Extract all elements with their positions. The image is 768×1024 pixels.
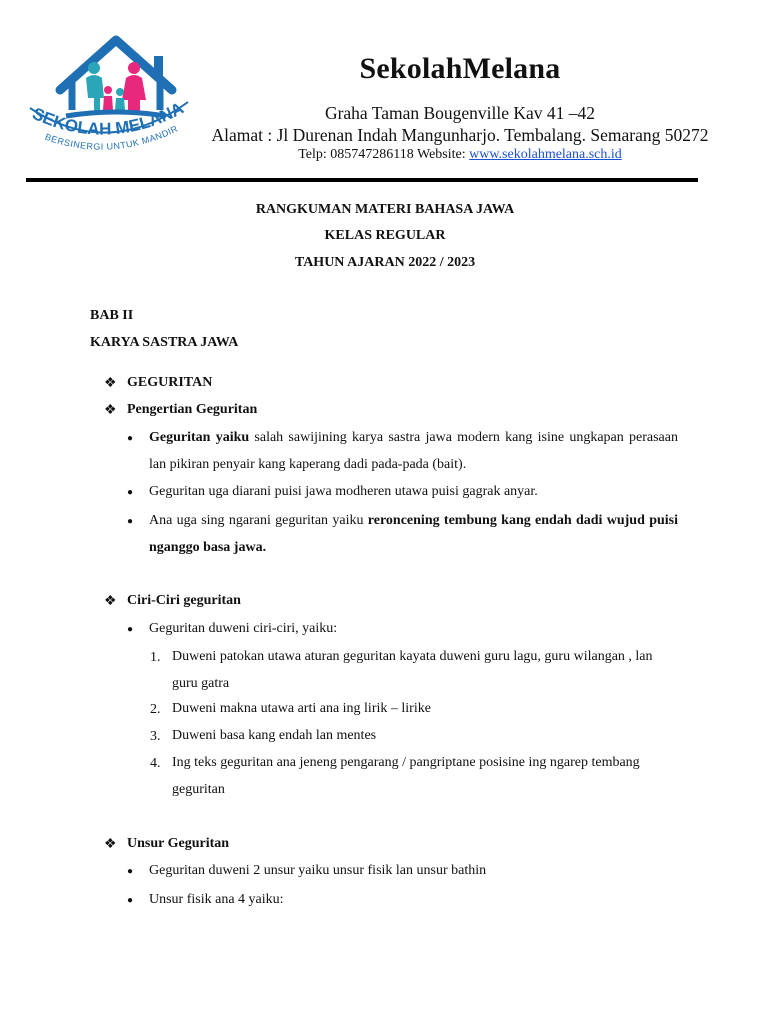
list-number: 3. [150,729,161,744]
ciri-item-2: Duweni makna utawa arti ana ing lirik – lirike [172,701,431,716]
bullet-icon: ● [127,433,134,444]
pengertian-term: Geguritan yaiku [149,430,250,445]
unsur-bullet-1: Geguritan duweni 2 unsur yaiku unsur fisik lan unsur bathin [149,863,487,878]
pengertian-b3-bold: reroncening tembung kang endah dadi wujud puisi nganggo basa jawa. [149,513,679,555]
pengertian-bullet-1 [149,424,678,478]
bullet-icon: ● [127,866,134,877]
pengertian-bullet-2: Geguritan uga diarani puisi jawa modheren utawa puisi gagrak anyar. [149,484,538,499]
logo-tagline: BERSINERGI UNTUK MANDIR [43,123,180,152]
contact-line [210,147,710,163]
diamond-bullet-icon: ❖ [104,594,117,609]
list-number: 2. [150,702,161,717]
website-link[interactable]: www.sekolahmelana.sch.id [469,147,622,162]
unsur-bullet-2: Unsur fisik ana 4 yaiku: [149,892,284,907]
diamond-bullet-icon: ❖ [104,837,117,852]
list-number: 1. [150,650,161,665]
list-number: 4. [150,756,161,771]
pengertian-def: salah sawijining karya sastra jawa modern kang isine ungkapan perasaan lan pikiran penyair kang kaperang dadi pada-pada (bait). [149,430,678,472]
header-divider [26,178,698,182]
address-line-2: Alamat : Jl Durenan Indah Mangunharjo. Tembalang. Semarang 50272 [211,125,709,145]
pengertian-bullet-3 [149,507,678,561]
ciri-item-3: Duweni basa kang endah lan mentes [172,728,377,743]
pengertian-b3-pre: Ana uga sing ngarani geguritan yaiku [149,513,368,528]
address-line-1: Graha Taman Bougenville Kav 41 –42 [324,103,596,123]
section-pengertian: Pengertian Geguritan [127,402,258,417]
bullet-icon: ● [127,516,134,527]
ciri-item-1: Duweni patokan utawa aturan geguritan kayata duweni guru lagu, guru wilangan , lan guru gatra [172,649,653,691]
logo-text: SEKOLAH MELANA [29,98,187,139]
diamond-bullet-icon: ❖ [104,376,117,391]
diamond-bullet-icon: ❖ [104,403,117,418]
section-geguritan: GEGURITAN [127,375,213,390]
school-name: SekolahMelana [359,52,561,85]
section-ciri: Ciri-Ciri geguritan [127,593,241,608]
contact-phone: Telp: 085747286118 Website: [298,147,470,162]
chapter-name: KARYA SASTRA JAWA [90,335,239,350]
section-unsur: Unsur Geguritan [127,836,230,851]
ciri-item-4: Ing teks geguritan ana jeneng pengarang / pangriptane posisine ing ngarep tembang geguritan [172,755,640,797]
bullet-icon: ● [127,895,134,906]
bullet-icon: ● [127,624,134,635]
bullet-icon: ● [127,487,134,498]
chapter-number: BAB II [90,308,134,323]
ciri-intro: Geguritan duweni ciri-ciri, yaiku: [149,621,338,636]
doc-title-line-1: RANGKUMAN MATERI BAHASA JAWA [255,202,515,217]
school-logo [22,34,192,166]
doc-title-line-2: KELAS REGULAR [324,228,446,243]
doc-title-line-3: TAHUN AJARAN 2022 / 2023 [294,255,476,270]
